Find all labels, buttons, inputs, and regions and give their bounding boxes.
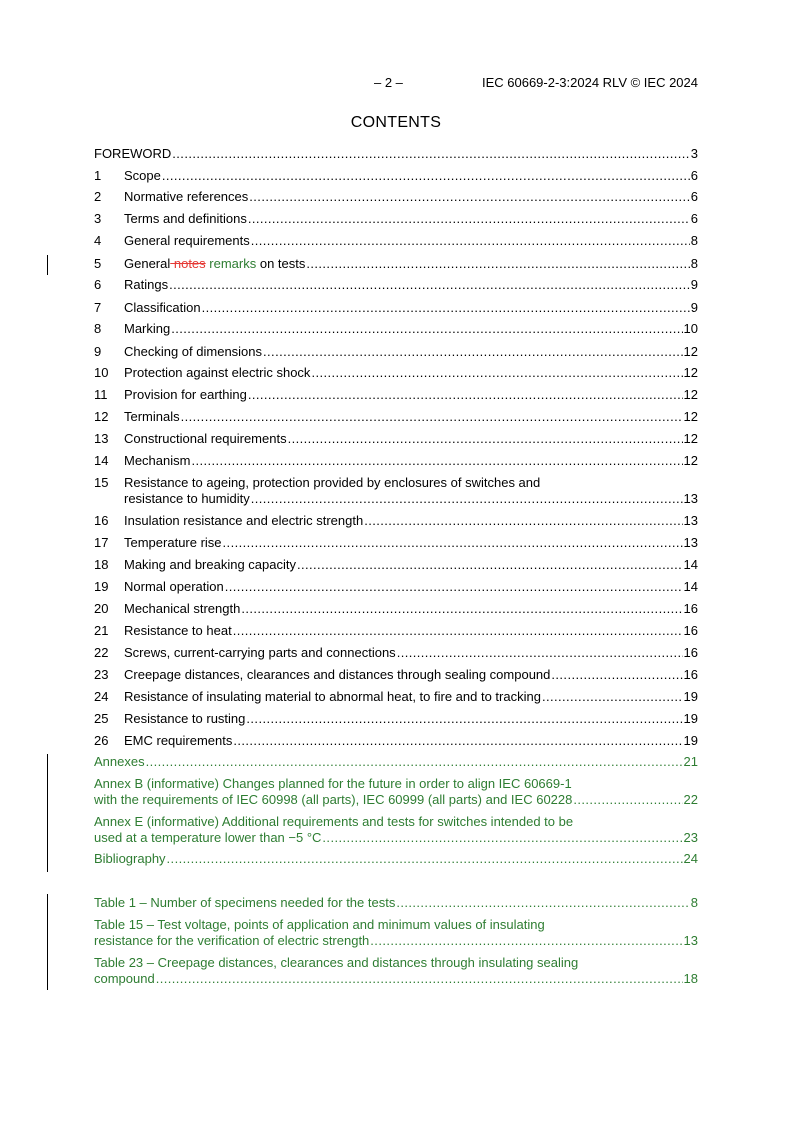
toc-entry-clause-11[interactable]: 11 Provision for earthing ..... 12: [94, 387, 698, 403]
toc-entry-clause-15[interactable]: 15 Resistance to ageing, protection provided by enclosures of switches and resistance to humidity ..... 13: [94, 475, 698, 507]
toc-entry-annex-b[interactable]: Annex B (informative) Changes planned for the future in order to align IEC 60669-1 with the requirements of IEC 60998 (all parts), IEC 60999 (all parts) and IEC 60228 ..... 22: [94, 776, 698, 808]
deleted-text: notes: [170, 256, 206, 271]
toc-entry-clause-22[interactable]: 22 Screws, current-carrying parts and connections ..... 16: [94, 645, 698, 661]
toc-entry-clause-1[interactable]: 1 Scope ..... 6: [94, 168, 698, 184]
page-header: [94, 75, 698, 93]
toc-entry-clause-17[interactable]: 17 Temperature rise ..... 13: [94, 535, 698, 551]
toc-entry-clause-19[interactable]: 19 Normal operation ..... 14: [94, 579, 698, 595]
change-bar: [47, 255, 48, 275]
toc-entry-clause-23[interactable]: 23 Creepage distances, clearances and distances through sealing compound ..... 16: [94, 667, 698, 683]
toc-entry-clause-26[interactable]: 26 EMC requirements ..... 19: [94, 733, 698, 749]
toc-entry-clause-20[interactable]: 20 Mechanical strength ..... 16: [94, 601, 698, 617]
toc-entry-clause-9[interactable]: 9 Checking of dimensions ..... 12: [94, 344, 698, 360]
toc-entry-table-15[interactable]: Table 15 – Test voltage, points of application and minimum values of insulating resistance for the verification of electric strength ..... 13: [94, 917, 698, 949]
toc-entry-clause-18[interactable]: 18 Making and breaking capacity ..... 14: [94, 557, 698, 573]
toc-entry-clause-14[interactable]: 14 Mechanism ..... 12: [94, 453, 698, 469]
added-text: remarks: [205, 256, 257, 271]
toc-entry-clause-16[interactable]: 16 Insulation resistance and electric strength ..... 13: [94, 513, 698, 529]
page-number: – 2 –: [374, 75, 403, 90]
change-bar: [47, 894, 48, 990]
toc-entry-clause-12[interactable]: 12 Terminals ..... 12: [94, 409, 698, 425]
toc-entry-clause-2[interactable]: 2 Normative references ..... 6: [94, 189, 698, 205]
toc-entry-annex-e[interactable]: Annex E (informative) Additional requirements and tests for switches intended to be used at a temperature lower than −5 °C ..... 23: [94, 814, 698, 846]
toc-entry-clause-4[interactable]: 4 General requirements ..... 8: [94, 233, 698, 249]
toc-entry-clause-6[interactable]: 6 Ratings ..... 9: [94, 277, 698, 293]
toc-entry-table-1[interactable]: Table 1 – Number of specimens needed for the tests ..... 8: [94, 895, 698, 911]
toc-entry-annexes[interactable]: Annexes ..... 21: [94, 754, 698, 770]
toc-entry-clause-8[interactable]: 8 Marking ..... 10: [94, 321, 698, 337]
toc-entry-clause-3[interactable]: 3 Terms and definitions ..... 6: [94, 211, 698, 227]
toc-entry-clause-5[interactable]: 5 General notes remarks on tests ..... 8: [94, 256, 698, 272]
toc-entry-clause-21[interactable]: 21 Resistance to heat ..... 16: [94, 623, 698, 639]
toc-entry-foreword[interactable]: FOREWORD ..... 3: [94, 146, 698, 162]
toc-entry-clause-25[interactable]: 25 Resistance to rusting ..... 19: [94, 711, 698, 727]
change-bar: [47, 754, 48, 872]
toc-entry-bibliography[interactable]: Bibliography ..... 24: [94, 851, 698, 867]
toc-entry-clause-24[interactable]: 24 Resistance of insulating material to abnormal heat, to fire and to tracking ..... 19: [94, 689, 698, 705]
toc-entry-clause-13[interactable]: 13 Constructional requirements ..... 12: [94, 431, 698, 447]
contents-title: CONTENTS: [350, 114, 442, 131]
toc-entry-clause-7[interactable]: 7 Classification ..... 9: [94, 300, 698, 316]
document-id: IEC 60669-2-3:2024 RLV © IEC 2024: [481, 75, 698, 90]
toc-entry-clause-10[interactable]: 10 Protection against electric shock ..... 12: [94, 365, 698, 381]
toc-entry-table-23[interactable]: Table 23 – Creepage distances, clearances and distances through insulating sealing compound ..... 18: [94, 955, 698, 987]
